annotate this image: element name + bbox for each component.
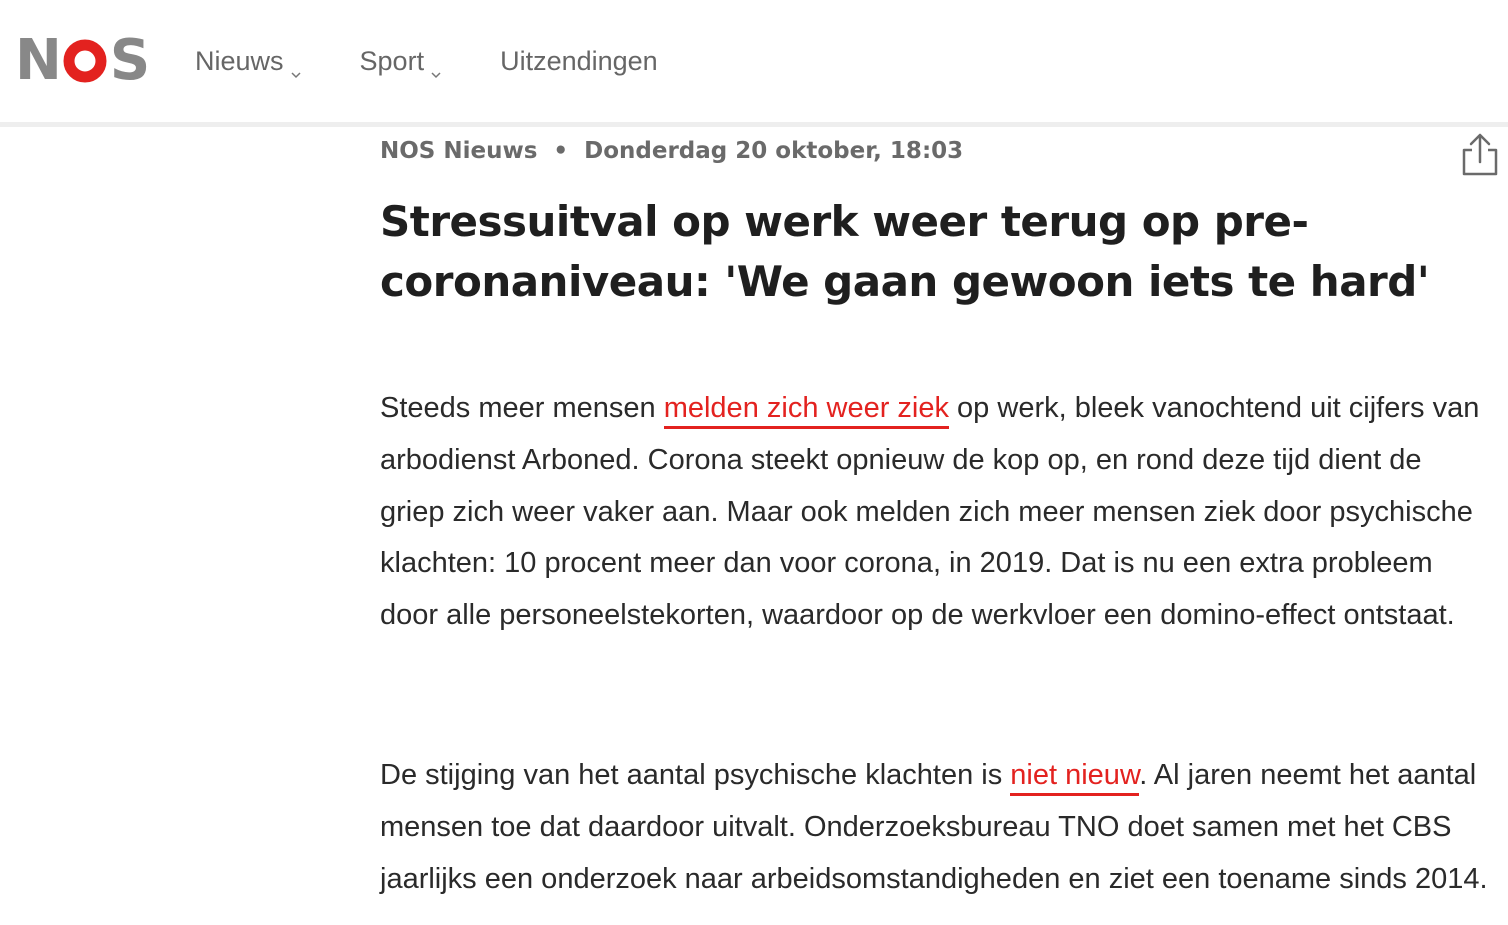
chevron-down-icon bbox=[430, 57, 442, 69]
chevron-down-icon bbox=[290, 57, 302, 69]
site-header bbox=[0, 0, 1508, 127]
nav-item-label: Sport bbox=[359, 45, 425, 76]
share-button[interactable] bbox=[1458, 132, 1502, 178]
meta-separator: • bbox=[553, 138, 569, 164]
article-date: Donderdag 20 oktober, 18:03 bbox=[584, 138, 964, 164]
nav-item-nieuws[interactable] bbox=[195, 46, 302, 77]
article-source: NOS Nieuws bbox=[380, 138, 538, 164]
paragraph-text: De stijging van het aantal psychische klachten is bbox=[380, 759, 1011, 791]
nav-item-sport[interactable] bbox=[360, 46, 443, 77]
main-nav bbox=[195, 40, 716, 82]
inline-link-melden-zich-weer-ziek[interactable]: melden zich weer ziek bbox=[664, 392, 949, 429]
logo-o-icon bbox=[62, 38, 108, 84]
paragraph-text: op werk, bleek vanochtend uit cijfers van arbodienst Arboned. Corona steekt opnieuw de kop op, en rond deze tijd dient de griep zich weer vaker aan. Maar ook melden zich meer mensen ziek door psychische klachten: 10 procent meer dan voor corona, in 2019. Dat is nu een extra probleem door alle personeelstekorten, waardoor op de werkvloer een domino-effect ontstaat. bbox=[380, 392, 1480, 632]
article-meta bbox=[380, 138, 963, 164]
nav-item-label: Nieuws bbox=[195, 45, 284, 76]
article-paragraph bbox=[380, 750, 1490, 905]
nos-logo[interactable] bbox=[15, 28, 149, 93]
logo-letter-s: S bbox=[109, 28, 149, 93]
paragraph-text: . Al jaren neemt het aantal mensen toe dat daardoor uitvalt. Onderzoeksbureau TNO doet samen met het CBS jaarlijks een onderzoek naar arbeidsomstandigheden en ziet een toename sinds 2014. bbox=[380, 759, 1488, 895]
nav-item-uitzendingen[interactable] bbox=[500, 46, 658, 77]
share-icon bbox=[1458, 132, 1502, 178]
paragraph-text: Steeds meer mensen bbox=[380, 392, 664, 424]
article-paragraph bbox=[380, 383, 1490, 642]
article-title: Stressuitval op werk weer terug op pre-coronaniveau: 'We gaan gewoon iets te hard' bbox=[380, 197, 1430, 306]
inline-link-niet-nieuw[interactable]: niet nieuw bbox=[1010, 759, 1139, 796]
nav-item-label: Uitzendingen bbox=[500, 45, 658, 76]
logo-letter-n: N bbox=[15, 28, 60, 93]
